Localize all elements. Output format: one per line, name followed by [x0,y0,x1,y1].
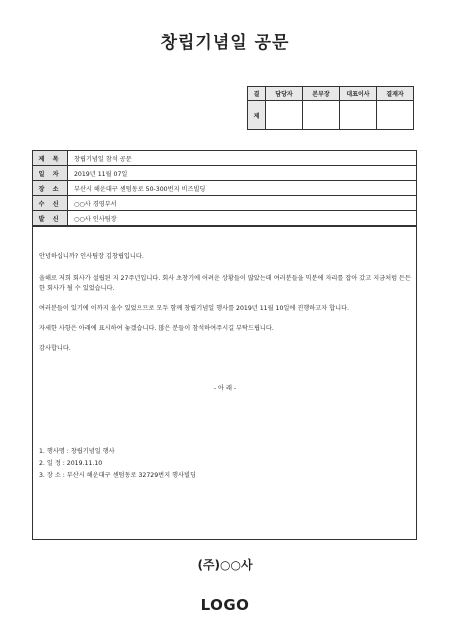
approval-box [247,86,414,130]
body-paragraph-1: 올해로 저희 회사가 설립된 지 27주년입니다. 회사 초창기에 어려운 상황들이 많았는데 여러분들을 믹분에 자리를 잡아 갔고 지금처럼 든든한 회사가 될 수 있었습니다. [39,275,412,292]
approval-sign-staff[interactable] [266,101,303,130]
info-value: 부산시 해운대구 센텀동로 50-300번지 비즈빌딩 [68,181,417,196]
greeting-text: 안녕하십니까? 인사팀장 김창립입니다. [39,253,144,260]
detail-event-place: 3. 장 소 : 부산시 해운대구 센텀동로 32729번지 행사빌딩 [39,472,196,479]
detail-event-name: 1. 행사명 : 창립기념일 행사 [39,448,115,455]
info-table [32,150,417,226]
info-label: 일 자 [33,166,68,181]
approval-side-bottom: 제 [248,101,266,130]
company-name: (주)○○사 [197,558,253,572]
approval-role-head: 본부장 [303,87,340,101]
below-mark: - 아 래 - [213,385,237,392]
company-logo: LOGO [200,596,250,614]
thanks-text: 감사합니다. [39,345,71,352]
detail-event-date: 2. 일 정 : 2019.11.10 [39,460,103,467]
letter-body [32,226,417,540]
event-details [39,447,196,483]
info-value: ○○사 인사팀장 [68,211,417,226]
page-title: 창립기념일 공문 [160,33,290,53]
body-paragraph-3: 자세한 사항은 아래에 표시하여 놓겠습니다. 많은 분들이 참석하여주시길 부탁드립니다. [39,325,274,332]
info-row-date [33,166,417,181]
info-label: 장 소 [33,181,68,196]
approval-role-staff: 담당자 [266,87,303,101]
approval-sign-ceo[interactable] [340,101,377,130]
approval-sign-approver[interactable] [377,101,414,130]
info-value: ○○사 경영부서 [68,196,417,211]
info-row-place [33,181,417,196]
info-value: 창립기념일 참석 공문 [68,151,417,166]
info-label: 수 신 [33,196,68,211]
approval-role-approver: 결재자 [377,87,414,101]
info-label: 발 신 [33,211,68,226]
approval-sign-head[interactable] [303,101,340,130]
approval-side-top: 결 [248,87,266,101]
info-value: 2019년 11월 07일 [68,166,417,181]
info-row-subject [33,151,417,166]
approval-role-ceo: 대표이사 [340,87,377,101]
info-row-recipient [33,196,417,211]
info-label: 제 목 [33,151,68,166]
info-row-sender [33,211,417,226]
body-paragraph-2: 여러분들이 있기에 이까지 올수 있었으므로 모두 함께 창립기념일 행사를 2019년 11월 10일에 진행하고자 합니다. [39,305,350,312]
